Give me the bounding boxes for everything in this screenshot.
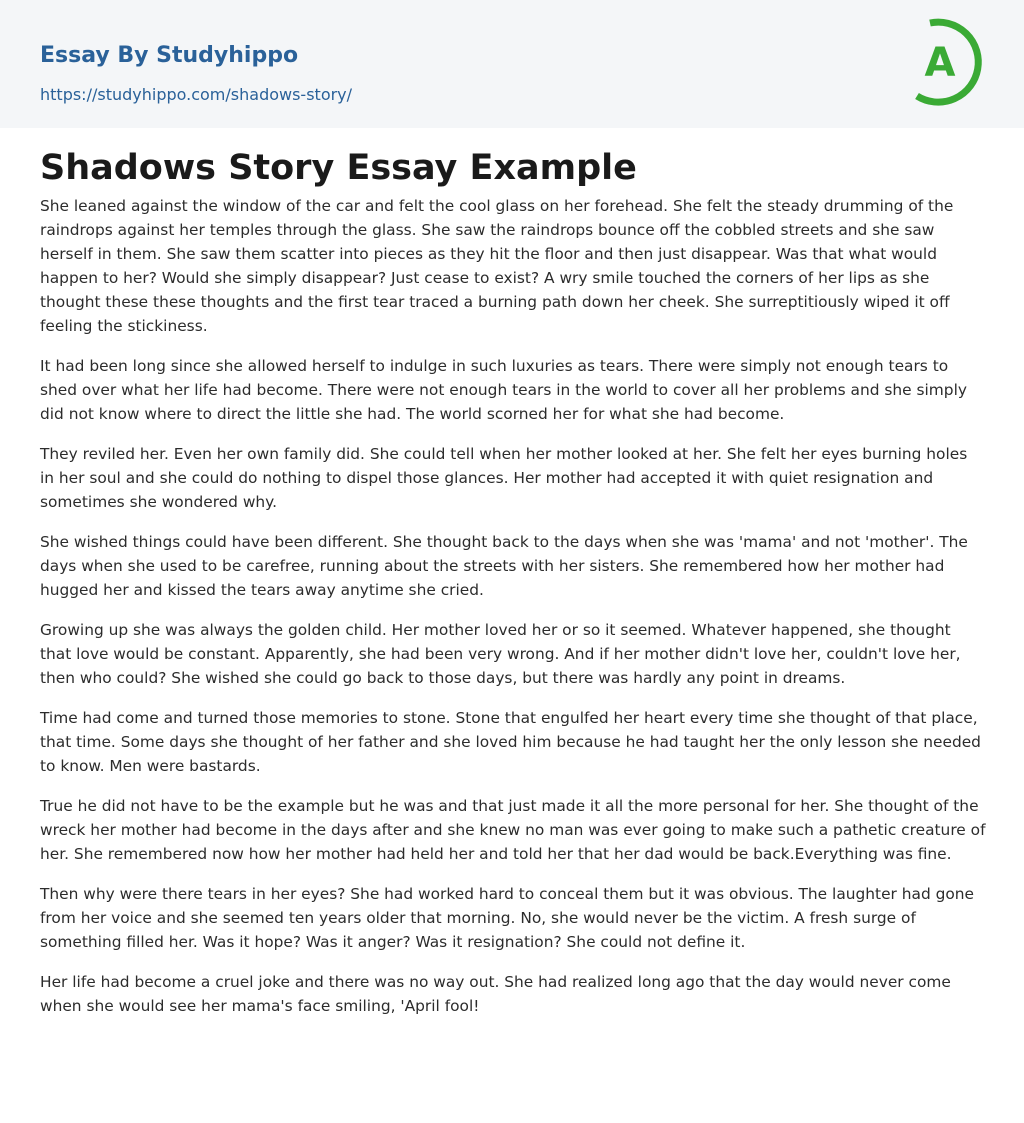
essay-body	[40, 194, 986, 1034]
essay-title: Shadows Story Essay Example	[40, 148, 637, 188]
essay-paragraph: Then why were there tears in her eyes? She had worked hard to conceal them but it was obvious. The laughter had gone from her voice and she seemed ten years older that morning. No, she would never be the victim. A fresh surge of something filled her. Was it hope? Was it anger? Was it resignation? She could not define it.	[40, 885, 975, 951]
essay-paragraph: She leaned against the window of the car and felt the cool glass on her forehead. She felt the steady drumming of the raindrops against her temples through the glass. She saw the raindrops bounce off the cobbled streets and she saw herself in them. She saw them scatter into pieces as they hit the floor and then just disappear. Was that what would happen to her? Would she simply disappear? Just cease to exist? A wry smile touched the corners of her lips as she thought these these thoughts and the first tear traced a burning path down her cheek. She surreptitiously wiped it off feeling the stickiness.	[40, 197, 954, 335]
essay-paragraph: Growing up she was always the golden child. Her mother loved her or so it seemed. Whatever happened, she thought that love would be constant. Apparently, she had been very wrong. And if her mother didn't love her, couldn't love her, then who could? She wished she could go back to those days, but there was hardly any point in dreams.	[40, 621, 961, 687]
essay-paragraph: Her life had become a cruel joke and there was no way out. She had realized long ago that the day would never come when she would see her mama's face smiling, 'April fool!	[40, 973, 951, 1015]
page-url-link[interactable]: https://studyhippo.com/shadows-story/	[40, 85, 353, 104]
essay-paragraph: They reviled her. Even her own family did. She could tell when her mother looked at her. She felt her eyes burning holes in her soul and she could do nothing to dispel those glances. Her mother had accepted it with quiet resignation and sometimes she wondered why.	[40, 445, 968, 511]
essay-paragraph: She wished things could have been different. She thought back to the days when she was 'mama' and not 'mother'. The days when she used to be carefree, running about the streets with her sisters. She remembered how her mother had hugged her and kissed the tears away anytime she cried.	[40, 533, 968, 599]
essay-paragraph: Time had come and turned those memories to stone. Stone that engulfed her heart every time she thought of that place, that time. Some days she thought of her father and she loved him because he had taught her the only lesson she needed to know. Men were bastards.	[40, 709, 981, 775]
essay-paragraph: True he did not have to be the example but he was and that just made it all the more personal for her. She thought of the wreck her mother had become in the days after and she knew no man was ever going to make such a pathetic creature of her. She remembered now how her mother had held her and told her that her dad would be back.Everything was fine.	[40, 797, 986, 863]
essay-paragraph: It had been long since she allowed herself to indulge in such luxuries as tears. There were simply not enough tears to shed over what her life had become. There were not enough tears in the world to cover all her problems and she simply did not know where to direct the little she had. The world scorned her for what she had become.	[40, 357, 967, 423]
logo-letter: A	[924, 40, 956, 86]
studyhippo-logo-icon[interactable]	[904, 16, 992, 108]
site-title[interactable]: Essay By Studyhippo	[40, 43, 299, 68]
